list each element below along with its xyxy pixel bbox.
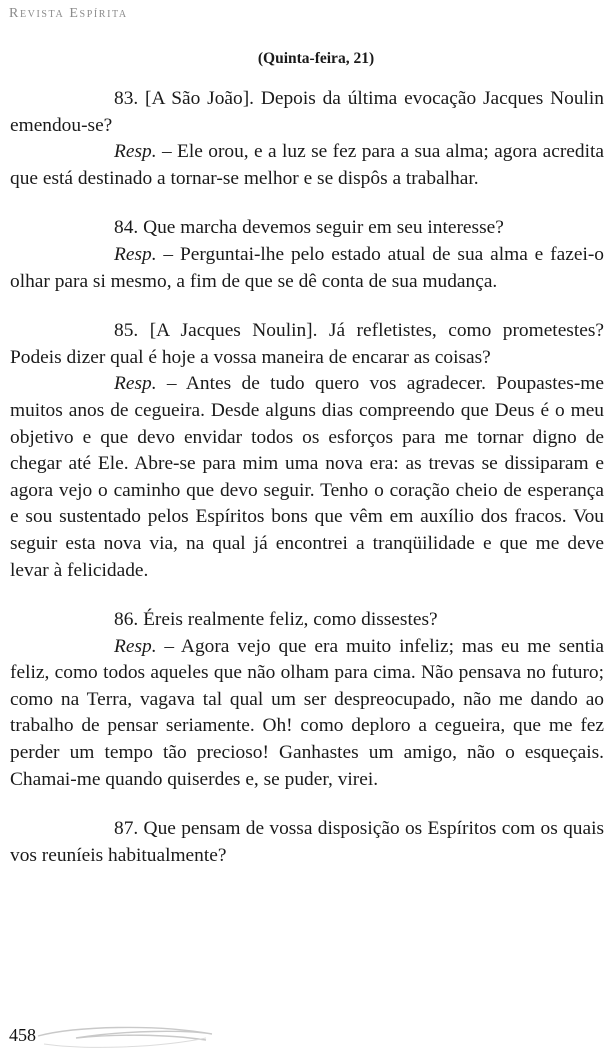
- answer-85: [10, 371, 604, 584]
- question-83: 83. [A São João]. Depois da última evocação Jacques Noulin emendou-se?: [10, 88, 604, 136]
- date-heading: (Quinta-feira, 21): [257, 50, 375, 67]
- resp-label: Resp.: [114, 635, 157, 657]
- resp-label: Resp.: [114, 141, 157, 163]
- answer-text: – Ele orou, e a luz se fez para a sua alma; agora acredita que está destinado a tornar-se melhor e se dispôs a trabalhar.: [10, 141, 604, 189]
- running-head: Revista Espírita: [9, 6, 128, 21]
- question-86: 86. Éreis realmente feliz, como dissestes?: [114, 609, 438, 631]
- entry-84: [10, 215, 604, 295]
- entry-87: [10, 816, 604, 869]
- resp-label: Resp.: [114, 373, 157, 395]
- entry-85: [10, 318, 604, 584]
- entry-83: [10, 86, 604, 192]
- page-number: 458: [9, 1025, 36, 1045]
- swash-ornament-icon: [36, 1022, 216, 1052]
- resp-label: Resp.: [114, 243, 157, 265]
- entry-86: [10, 607, 604, 793]
- answer-83: [10, 139, 604, 192]
- answer-text: – Antes de tudo quero vos agradecer. Poupastes-me muitos anos de cegueira. Desde alguns dias compreendo que Deus é o meu objetivo e que devo envidar todos os esforços para me tornar digno de chegar até Ele. Abre-se para mim uma nova era: as trevas se dissiparam e agora vejo o caminho que devo seguir. Tenho o coração cheio de esperança e sou sustentado pelos Espíritos bons que vêm em auxílio dos fracos. Vou seguir esta nova via, na qual já encontrei a tranqüilidade e que me deve levar à felicidade.: [10, 373, 604, 581]
- answer-text: – Perguntai-lhe pelo estado atual de sua alma e fazei-o olhar para si mesmo, a fim de que se dê conta de sua mudança.: [10, 243, 604, 292]
- answer-86: [10, 634, 604, 794]
- answer-84: [10, 242, 604, 295]
- question-85: 85. [A Jacques Noulin]. Já refletistes, como prometestes? Podeis dizer qual é hoje a vossa maneira de encarar as coisas?: [10, 320, 604, 368]
- answer-text: – Agora vejo que era muito infeliz; mas eu me sentia feliz, como todos aqueles que não olham para cima. Não pensava no futuro; como na Terra, vagava tal qual um ser despreocupado, não me dando ao trabalho de pensar seriamente. Oh! como deploro a cegueira, que me fez perder um tempo tão precioso! Ganhastes um amigo, não o esqueçais. Chamai-me quando quiserdes e, se puder, virei.: [10, 635, 604, 790]
- page-body: [10, 0, 604, 892]
- question-87: 87. Que pensam de vossa disposição os Espíritos com os quais vos reuníeis habitualmente?: [10, 818, 604, 866]
- question-84: 84. Que marcha devemos seguir em seu interesse?: [114, 217, 504, 239]
